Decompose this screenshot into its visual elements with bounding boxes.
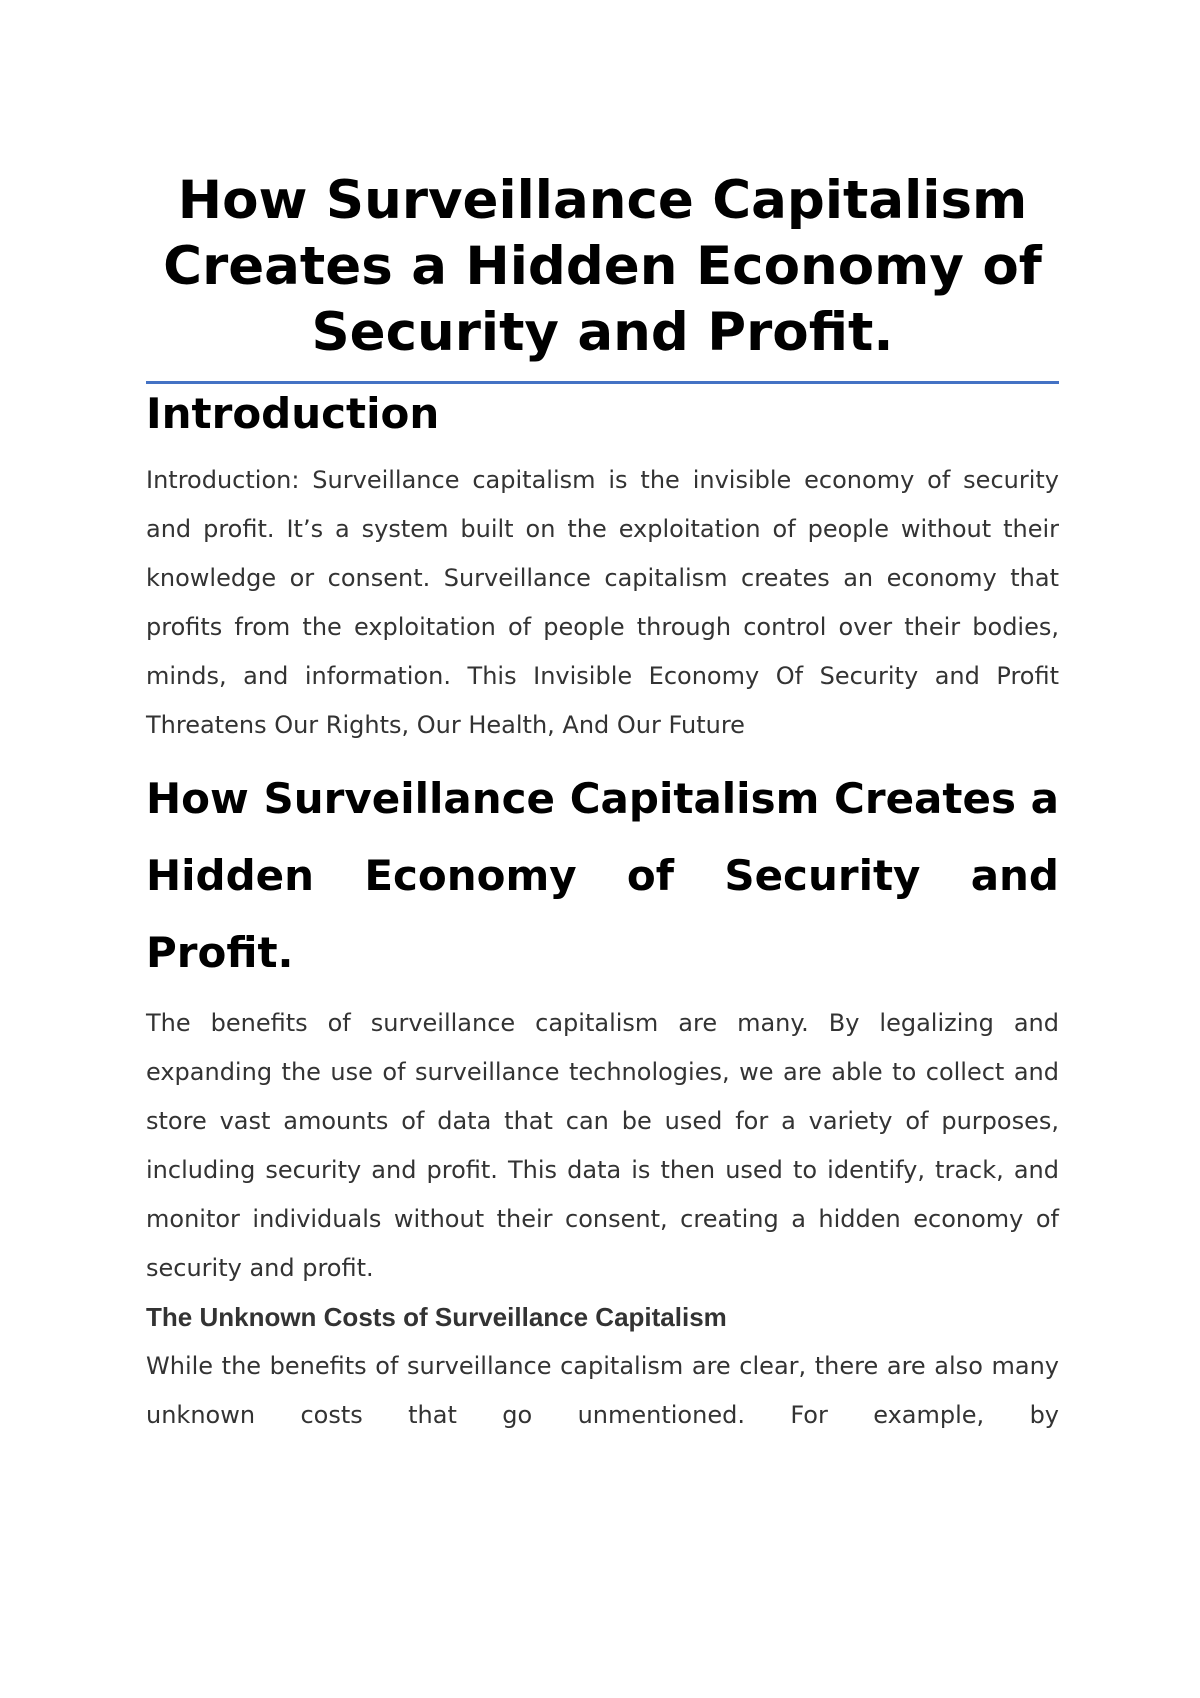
section-heading-introduction: Introduction bbox=[146, 389, 440, 438]
section-heading-unknown-costs: The Unknown Costs of Surveillance Capitalism bbox=[146, 1302, 727, 1332]
section-heading-hidden-economy: How Surveillance Capitalism Creates a Hidden Economy of Security and Profit. bbox=[146, 774, 1059, 977]
section-paragraph-introduction: Introduction: Surveillance capitalism is the invisible economy of security and profit. It’s a system built on the exploitation of people without their knowledge or consent. Surveillance capitalism creates an economy that profits from the exploitation of people through control over their bodies, minds, and information. This Invisible Economy Of Security and Profit Threatens Our Rights, Our Health, And Our Future bbox=[146, 466, 1059, 739]
document-content bbox=[146, 168, 1059, 1440]
section-paragraph-hidden-economy: The benefits of surveillance capitalism are many. By legalizing and expanding the use of surveillance technologies, we are able to collect and store vast amounts of data that can be used for a variety of purposes, including security and profit. This data is then used to identify, track, and monitor individuals without their consent, creating a hidden economy of security and profit. bbox=[146, 1009, 1059, 1282]
section-paragraph-unknown-costs: While the benefits of surveillance capitalism are clear, there are also many unknown costs that go unmentioned. For example, by bbox=[146, 1352, 1059, 1429]
document-title: How Surveillance Capitalism Creates a Hidden Economy of Security and Profit. bbox=[163, 170, 1042, 363]
title-underline-rule bbox=[146, 381, 1059, 384]
